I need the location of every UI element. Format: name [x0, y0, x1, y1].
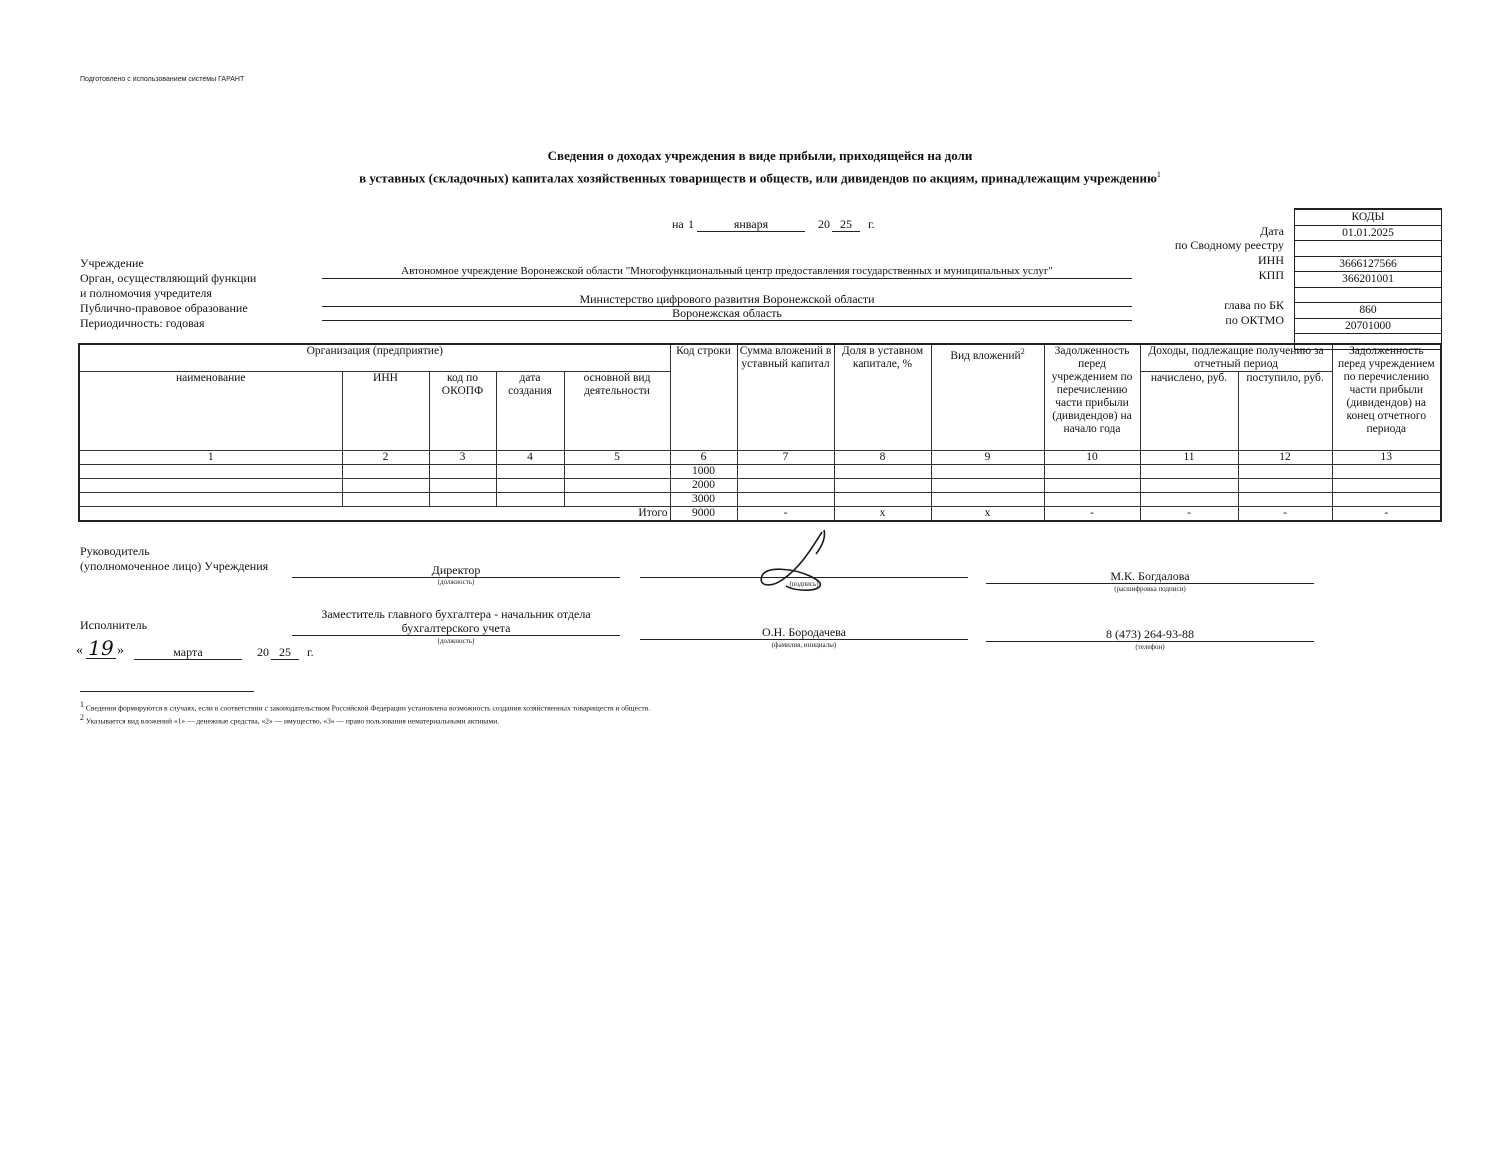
sign-year-suffix: 25: [271, 645, 299, 660]
total-label: Итого: [79, 507, 670, 522]
col-number: 10: [1044, 451, 1140, 465]
table-row: [79, 465, 1441, 479]
header-income-group: Доходы, подлежащие получению за отчетный период: [1140, 344, 1332, 372]
codes-label-inn: ИНН: [1258, 253, 1284, 267]
title-line-2-text: в уставных (складочных) капиталах хозяйственных товариществ и обществ, или дивидендов по акциям, принадлежащим учреждению: [359, 170, 1157, 186]
garant-note: Подготовлено с использованием системы ГАРАНТ: [80, 76, 245, 83]
header-accrued: начислено, руб.: [1140, 372, 1238, 451]
exec-phone-caption: (телефон): [1135, 643, 1165, 651]
header-debt-start: Задолженность перед учреждением по перечислению части прибыли (дивидендов) на начало года: [1044, 344, 1140, 451]
organ-label-2: и полномочия учредителя: [80, 286, 212, 300]
total-sum: -: [737, 507, 834, 522]
col-number: 12: [1238, 451, 1332, 465]
row-code: 3000: [670, 493, 737, 507]
codes-value-bk: 860: [1295, 303, 1441, 319]
period-label: Периодичность: годовая: [80, 316, 205, 330]
header-organization-group: Организация (предприятие): [79, 344, 670, 372]
footnote-2-mark: 2: [80, 713, 84, 722]
organ-value: Министерство цифрового развития Воронежской области: [322, 292, 1132, 307]
sign-month: марта: [134, 645, 242, 660]
codes-box: [1294, 208, 1442, 350]
sign-day: 19: [86, 638, 116, 659]
codes-header: КОДЫ: [1295, 210, 1441, 226]
header-code: Код строки: [670, 344, 737, 451]
exec-name-caption: (фамилия, инициалы): [771, 641, 837, 649]
date-year-prefix: 20: [818, 217, 830, 231]
col-number: 8: [834, 451, 931, 465]
col-number: 2: [342, 451, 429, 465]
col-number: 1: [79, 451, 342, 465]
total-accrued: -: [1140, 507, 1238, 522]
date-year-suffix: 25: [832, 217, 860, 232]
header-activity: основной вид деятельности: [564, 372, 670, 451]
exec-position-2: бухгалтерского учета: [292, 621, 620, 636]
institution-value: Автономное учреждение Воронежской области "Многофункциональный центр предоставления государственных и муниципальных услуг": [322, 264, 1132, 279]
ppo-value: Воронежская область: [322, 306, 1132, 321]
col-number: 11: [1140, 451, 1238, 465]
table-row: [79, 493, 1441, 507]
footnote-1-mark: 1: [80, 700, 84, 709]
document-title: [300, 146, 1220, 187]
head-name-caption: (расшифровка подписи): [1114, 585, 1186, 593]
col-number: 13: [1332, 451, 1441, 465]
total-received: -: [1238, 507, 1332, 522]
organ-label-1: Орган, осуществляющий функции: [80, 271, 257, 285]
codes-value-kpp: 366201001: [1295, 272, 1441, 288]
head-position: Директор: [292, 563, 620, 578]
date-day: 1: [688, 217, 694, 231]
exec-position-1: Заместитель главного бухгалтера - начальник отдела: [321, 607, 591, 621]
header-name: наименование: [79, 372, 342, 451]
footnote-2: [80, 712, 980, 727]
head-signature-caption: (подпись): [789, 580, 819, 588]
footnote-2-text: Указывается вид вложений «1» — денежные средства, «2» — имущество, «3» — право пользования нематериальными активами.: [85, 716, 500, 726]
codes-label-oktmo: по ОКТМО: [1225, 313, 1284, 327]
codes-label-registry: по Сводному реестру: [1174, 238, 1284, 252]
exec-phone: 8 (473) 264-93-88: [986, 627, 1314, 642]
row-code: 2000: [670, 479, 737, 493]
title-line-1: Сведения о доходах учреждения в виде прибыли, приходящейся на доли: [547, 148, 973, 163]
head-position-caption: (должность): [437, 578, 475, 586]
header-okopf: код по ОКОПФ: [429, 372, 496, 451]
codes-value-inn: 3666127566: [1295, 257, 1441, 273]
sign-year-prefix: 20: [257, 645, 269, 659]
sign-quote-close: »: [117, 643, 124, 658]
title-line-2: [300, 165, 1220, 187]
total-row: [79, 507, 1441, 522]
exec-label: Исполнитель: [80, 618, 148, 632]
header-debt-end: Задолженность перед учреждением по перечислению части прибыли (дивидендов) на конец отчетного периода: [1332, 344, 1441, 451]
codes-label-kpp: КПП: [1258, 268, 1284, 282]
codes-value-oktmo: 20701000: [1295, 319, 1441, 335]
date-month: января: [697, 217, 805, 232]
col-number: 4: [496, 451, 564, 465]
footnote-divider: [80, 691, 254, 692]
exec-position-caption: (должность): [437, 637, 475, 645]
header-type-mark: 2: [1020, 347, 1025, 356]
header-sum: Сумма вложений в уставный капитал: [737, 344, 834, 451]
header-received: поступило, руб.: [1238, 372, 1332, 451]
codes-label-bk: глава по БК: [1224, 298, 1284, 312]
header-type: [931, 344, 1044, 451]
total-share: x: [834, 507, 931, 522]
codes-value-blank: [1295, 288, 1441, 304]
codes-value-date: 01.01.2025: [1295, 226, 1441, 242]
header-type-text: Вид вложений: [950, 349, 1021, 362]
income-table: [78, 343, 1442, 522]
col-number: 6: [670, 451, 737, 465]
sign-quote-open: «: [76, 643, 83, 658]
sign-year-unit: г.: [307, 645, 314, 659]
date-prefix: на: [672, 217, 684, 231]
ppo-label: Публично-правовое образование: [80, 301, 248, 315]
total-type: x: [931, 507, 1044, 522]
exec-name: О.Н. Бородачева: [640, 625, 968, 640]
head-label-2: (уполномоченное лицо) Учреждения: [80, 559, 269, 573]
total-debt-end: -: [1332, 507, 1441, 522]
col-number: 5: [564, 451, 670, 465]
institution-label: Учреждение: [80, 256, 144, 270]
header-inn: ИНН: [342, 372, 429, 451]
col-number: 3: [429, 451, 496, 465]
footnote-1-text: Сведения формируются в случаях, если в соответствии с законодательством Российской Федерации установлена возможность создания хозяйственных товариществ и обществ.: [85, 703, 651, 713]
handwritten-signature: [752, 528, 842, 598]
header-date: дата создания: [496, 372, 564, 451]
head-name: М.К. Богдалова: [986, 569, 1314, 584]
head-label-1: Руководитель: [80, 544, 150, 558]
header-share: Доля в уставном капитале, %: [834, 344, 931, 451]
title-footnote-mark: 1: [1156, 170, 1161, 179]
row-code: 1000: [670, 465, 737, 479]
date-year-unit: г.: [868, 217, 875, 231]
codes-label-date: Дата: [1260, 224, 1284, 238]
total-code: 9000: [670, 507, 737, 522]
total-debt-start: -: [1044, 507, 1140, 522]
codes-value-registry: [1295, 241, 1441, 257]
table-row: [79, 479, 1441, 493]
col-number: 7: [737, 451, 834, 465]
col-number: 9: [931, 451, 1044, 465]
